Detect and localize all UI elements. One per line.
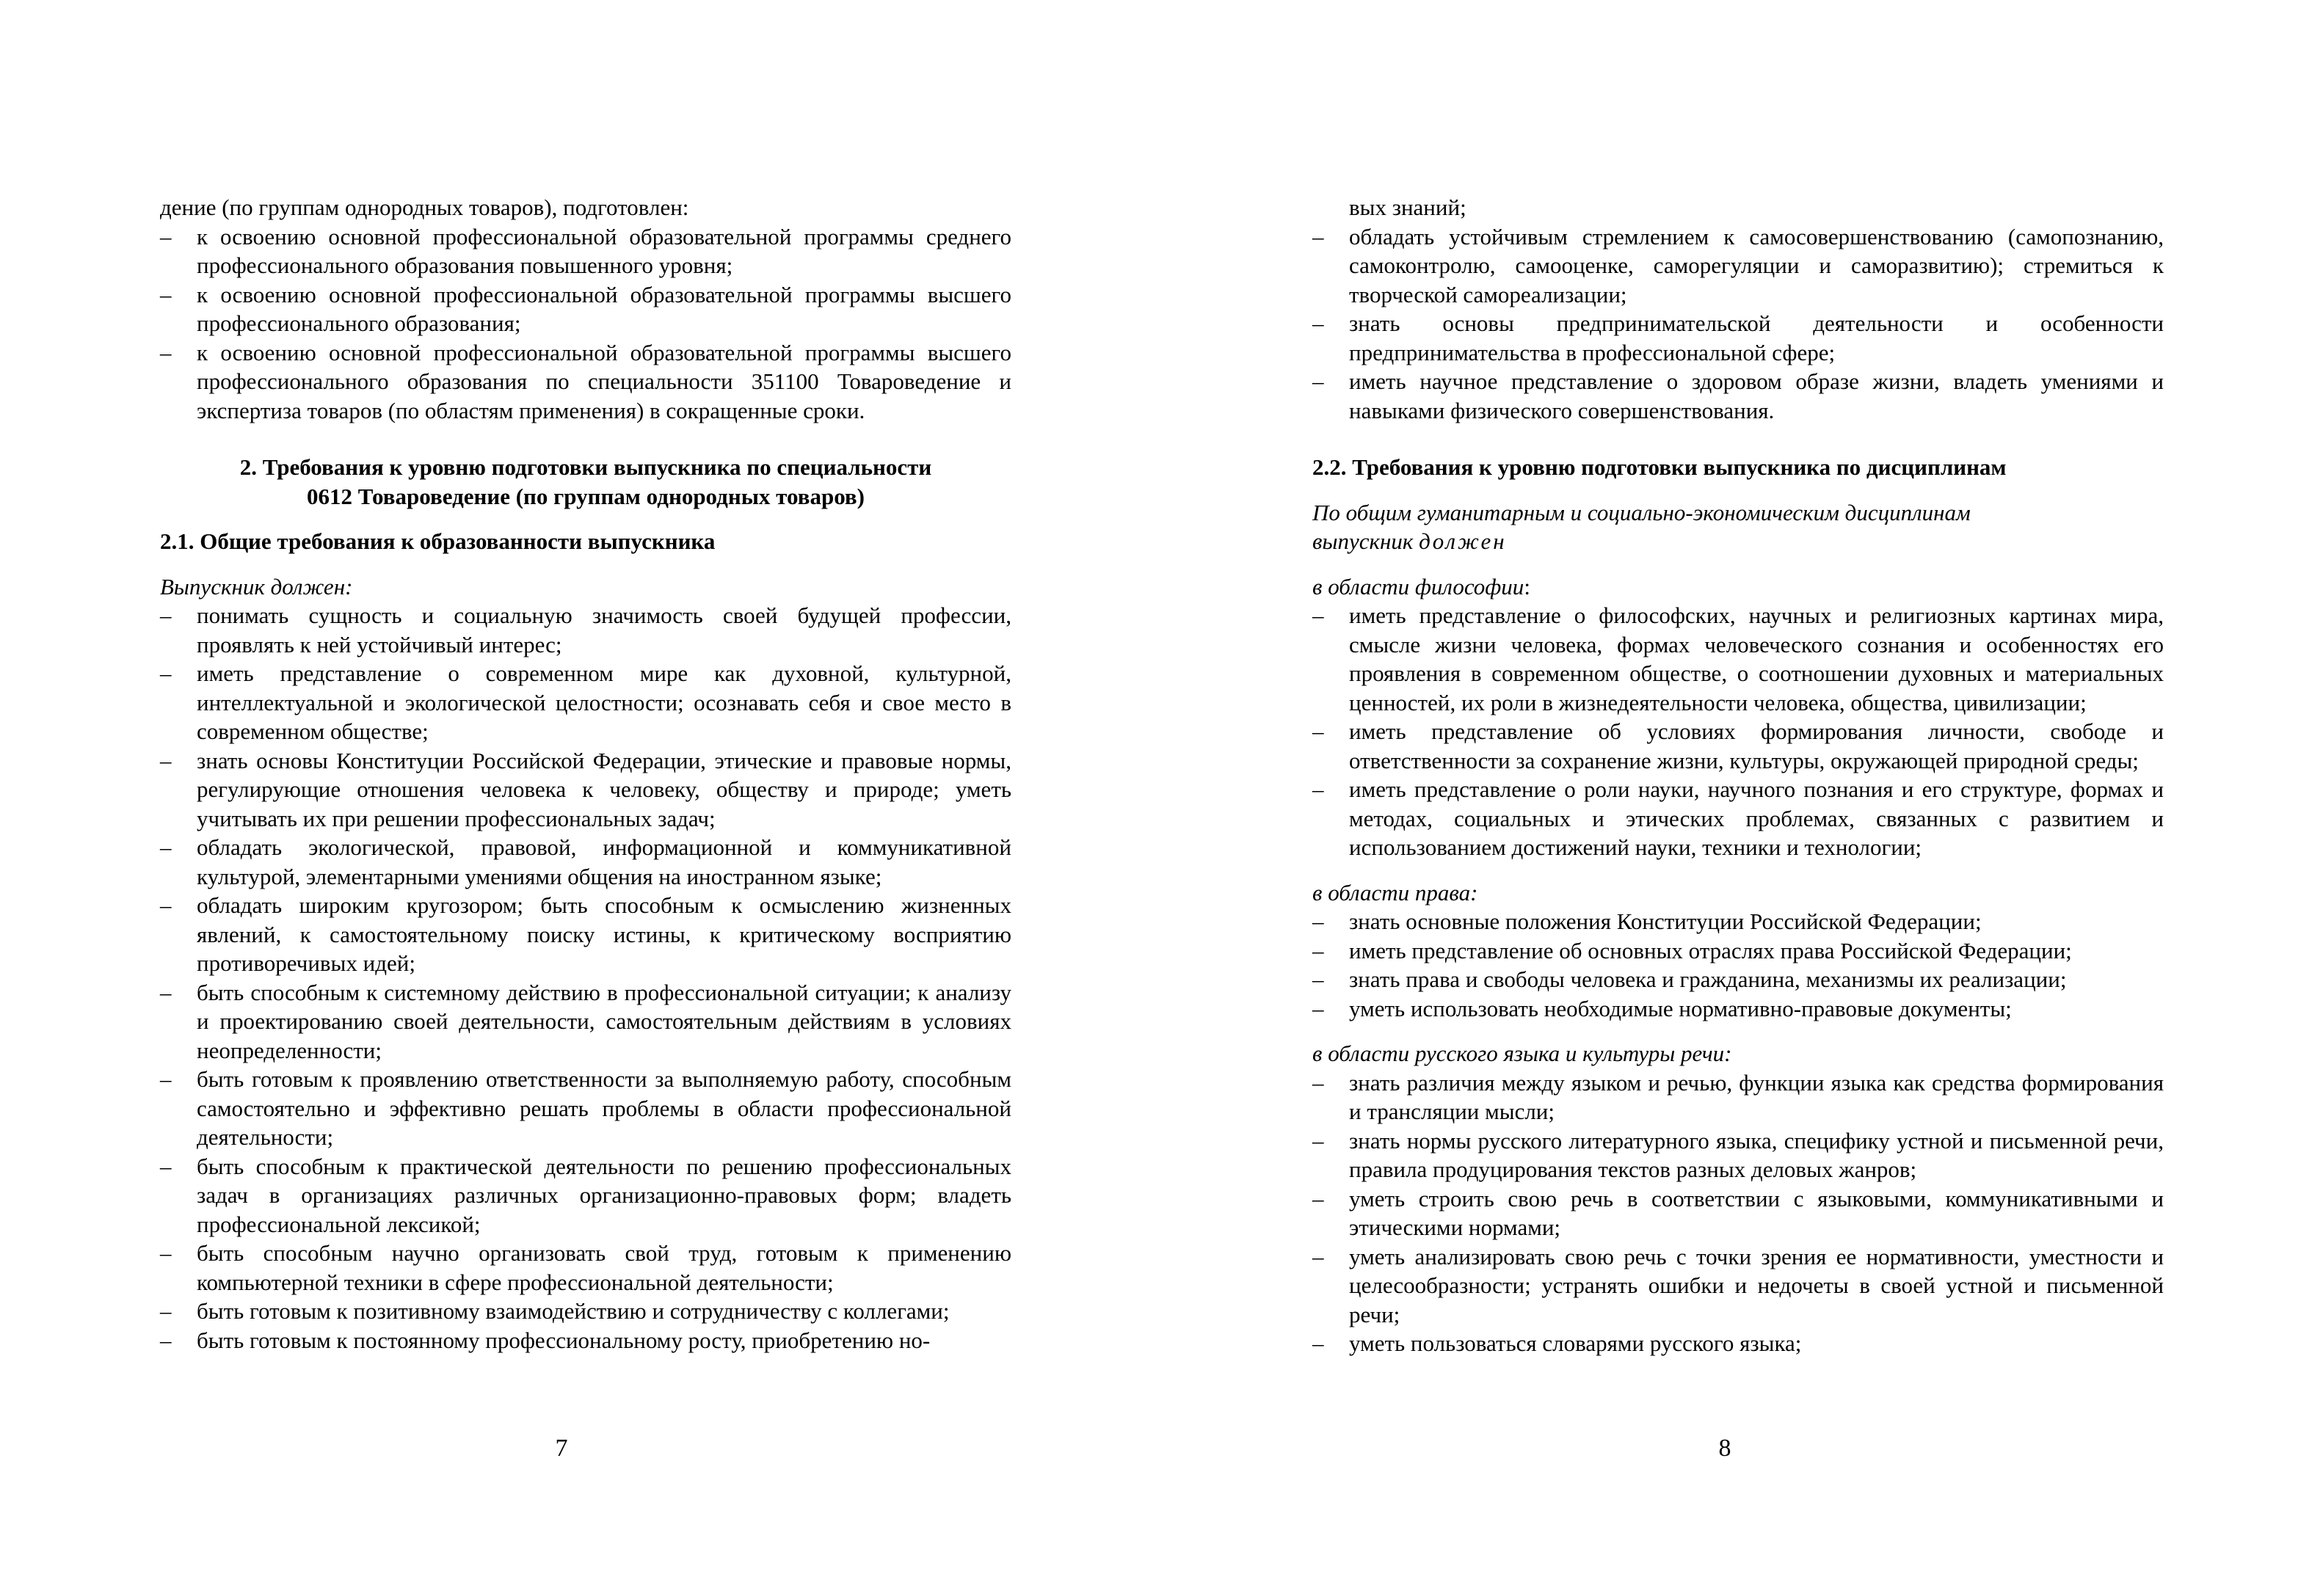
intro-spaced-word: должен xyxy=(1419,528,1507,554)
section-russian-language xyxy=(1312,1039,2164,1358)
list-item: – знать различия между языком и речью, функции языка как средства формирования и трансляции мысли; xyxy=(1312,1068,2164,1126)
subsection-heading: 2.2. Требования к уровню подготовки выпускника по дисциплинам xyxy=(1312,454,2007,480)
left-page-text xyxy=(160,193,1011,1355)
section-list xyxy=(1312,907,2164,1023)
list-item: – уметь пользоваться словарями русского языка; xyxy=(1312,1329,2164,1358)
list-item: – знать нормы русского литературного языка, специфику устной и письменной речи, правила продуцирования текстов разных деловых жанров; xyxy=(1312,1126,2164,1184)
list-item: – быть готовым к проявлению ответственности за выполняемую работу, способным самостоятельно и эффективно решать проблемы в области профессиональной деятельности; xyxy=(160,1065,1011,1152)
list-item: – быть способным к системному действию в профессиональной ситуации; к анализу и проектированию своей деятельности, самостоятельным действиям в условиях неопределенности; xyxy=(160,978,1011,1065)
list-item: – обладать устойчивым стремлением к самосовершенствованию (самопознанию, самоконтролю, самооценке, саморегуляции и саморазвитию); стремиться к творческой самореализации; xyxy=(1312,222,2164,310)
disciplines-intro xyxy=(1312,498,2164,556)
list-item: – иметь представление об основных отраслях права Российской Федерации; xyxy=(1312,936,2164,966)
section-heading-line-2: 0612 Товароведение (по группам однородных товаров) xyxy=(307,483,865,509)
list-item: – знать основы предпринимательской деятельности и особенности предпринимательства в профессиональной сфере; xyxy=(1312,309,2164,367)
requirements-list xyxy=(160,601,1011,1355)
list-item: – быть готовым к позитивному взаимодействию и сотрудничеству с коллегами; xyxy=(160,1297,1011,1326)
list-item: – иметь представление об условиях формирования личности, свободе и ответственности за сохранение жизни, культуры, окружающей природной среды; xyxy=(1312,717,2164,775)
list-item: – быть способным к практической деятельности по решению профессиональных задач в организациях различных организационно-правовых форм; владеть профессиональной лексикой; xyxy=(160,1152,1011,1239)
section-heading-line-1: 2. Требования к уровню подготовки выпускника по специальности xyxy=(239,454,932,480)
list-item: – иметь представление о современном мире как духовной, культурной, интеллектуальной и экологической целостности; осознавать себя и свое место в современном обществе; xyxy=(160,659,1011,746)
section-list xyxy=(1312,1068,2164,1358)
list-item: – иметь представление о роли науки, научного познания и его структуре, формах и методах, социальных и этических проблемах, связанных с развитием и использованием достижений науки, техники и технологии; xyxy=(1312,775,2164,862)
continuation-text: вых знаний; xyxy=(1349,194,1466,220)
list-item: – иметь представление о философских, научных и религиозных картинах мира, смысле жизни человека, формах человеческого сознания и особенностях его проявления в современном обществе, о соотношении духовных и материальных ценностей, их роли в жизнедеятельности человека, общества, цивилизации; xyxy=(1312,601,2164,717)
list-item: – знать основные положения Конституции Российской Федерации; xyxy=(1312,907,2164,936)
page-number: 8 xyxy=(1718,1435,1731,1462)
list-item: – знать основы Конституции Российской Федерации, этические и правовые нормы, регулирующие отношения человека к человеку, обществу и природе; уметь учитывать их при решении профессиональных задач; xyxy=(160,746,1011,834)
right-page xyxy=(1156,0,2312,1596)
disciplines-intro-line-1: По общим гуманитарным и социально-экономическим дисциплинам xyxy=(1312,499,1971,525)
list-item: – быть способным научно организовать свой труд, готовым к применению компьютерной техники в сфере профессиональной деятельности; xyxy=(160,1239,1011,1297)
section-law xyxy=(1312,878,2164,1024)
section-title-text: в области философии xyxy=(1312,573,1524,600)
list-item: – понимать сущность и социальную значимость своей будущей профессии, проявлять к ней устойчивый интерес; xyxy=(160,601,1011,659)
section-title-suffix: : xyxy=(1524,573,1530,600)
list-item: – к освоению основной профессиональной образовательной программы высшего профессионального образования по специальности 351100 Товароведение и экспертиза товаров (по областям применения) в сокращенные сроки. xyxy=(160,338,1011,426)
intro-prefix: выпускник xyxy=(1312,528,1419,554)
intro-list xyxy=(160,222,1011,426)
intro-paragraph: дение (по группам однородных товаров), подготовлен: xyxy=(160,194,689,220)
section-philosophy xyxy=(1312,572,2164,862)
subsection-heading: 2.1. Общие требования к образованности выпускника xyxy=(160,528,716,554)
disciplines-intro-line-2 xyxy=(1312,527,2164,556)
list-item: – к освоению основной профессиональной образовательной программы высшего профессионального образования; xyxy=(160,280,1011,338)
section-heading xyxy=(160,453,1011,511)
list-item: – быть готовым к постоянному профессиональному росту, приобретению но- xyxy=(160,1326,1011,1355)
page-number: 7 xyxy=(555,1435,568,1462)
right-page-text xyxy=(1312,193,2164,1358)
list-item: – уметь использовать необходимые нормативно-правовые документы; xyxy=(1312,994,2164,1024)
list-item: – уметь анализировать свою речь с точки зрения ее нормативности, уместности и целесообразности; устранять ошибки и недочеты в своей устной и письменной речи; xyxy=(1312,1242,2164,1330)
section-title: в области русского языка и культуры речи: xyxy=(1312,1041,1732,1066)
section-title: в области права: xyxy=(1312,879,1478,906)
list-item: – знать права и свободы человека и гражданина, механизмы их реализации; xyxy=(1312,965,2164,994)
list-item: – к освоению основной профессиональной образовательной программы среднего профессионального образования повышенного уровня; xyxy=(160,222,1011,280)
section-list xyxy=(1312,601,2164,862)
list-item: – обладать экологической, правовой, информационной и коммуникативной культурой, элементарными умениями общения на иностранном языке; xyxy=(160,833,1011,891)
list-item: – иметь научное представление о здоровом образе жизни, владеть умениями и навыками физического совершенствования. xyxy=(1312,367,2164,425)
list-item: – уметь строить свою речь в соответствии с языковыми, коммуникативными и этическими нормами; xyxy=(1312,1184,2164,1242)
section-title xyxy=(1312,572,2164,602)
list-item: – обладать широким кругозором; быть способным к осмыслению жизненных явлений, к самостоятельному поиску истины, к критическому восприятию противоречивых идей; xyxy=(160,891,1011,978)
lead-text: Выпускник должен: xyxy=(160,573,353,600)
top-list xyxy=(1312,222,2164,426)
